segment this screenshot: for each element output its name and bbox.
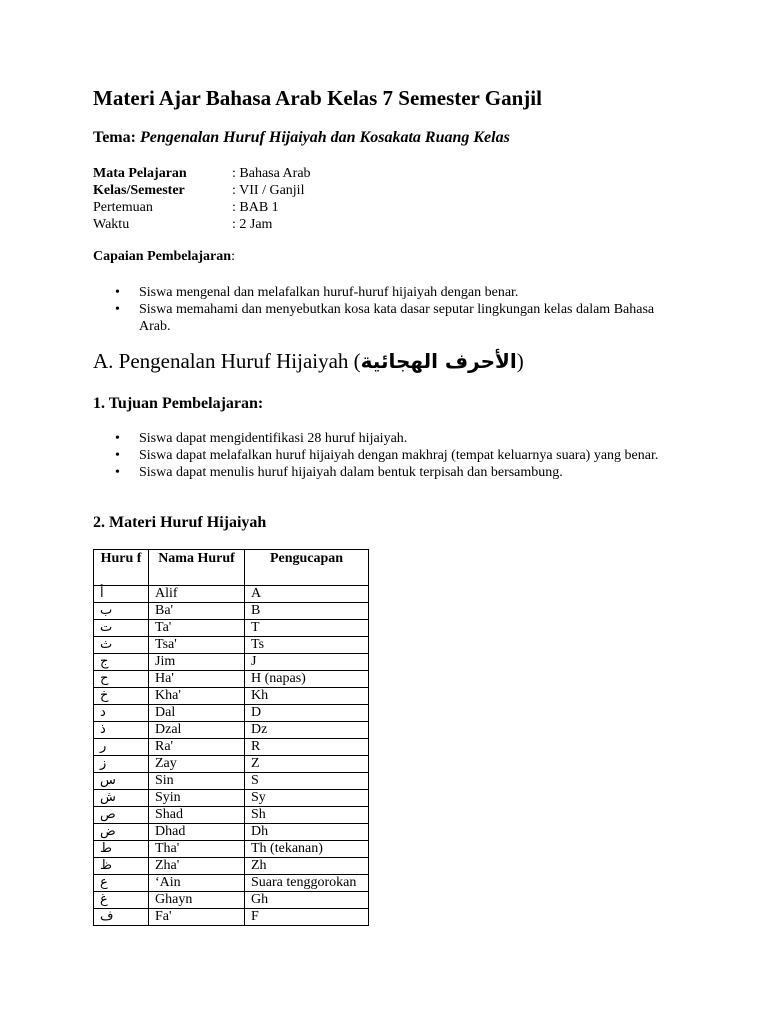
cell-pengucapan: B — [245, 603, 369, 620]
cell-nama: Ghayn — [149, 892, 245, 909]
cell-huruf: ر — [94, 739, 149, 756]
cell-huruf: ج — [94, 654, 149, 671]
cell-nama: Sin — [149, 773, 245, 790]
cell-nama: Tsa' — [149, 637, 245, 654]
cell-huruf: ش — [94, 790, 149, 807]
cell-huruf: ف — [94, 909, 149, 926]
list-item: • Siswa dapat mengidentifikasi 28 huruf hijaiyah. — [93, 430, 683, 447]
info-value: : BAB 1 — [232, 200, 279, 215]
capaian-colon: : — [231, 249, 235, 264]
cell-huruf: أ — [94, 586, 149, 603]
section-a-heading — [93, 349, 524, 374]
cell-pengucapan: H (napas) — [245, 671, 369, 688]
cell-huruf: د — [94, 705, 149, 722]
cell-pengucapan: Zh — [245, 858, 369, 875]
cell-pengucapan: Dh — [245, 824, 369, 841]
cell-pengucapan: Th (tekanan) — [245, 841, 369, 858]
cell-nama: Dhad — [149, 824, 245, 841]
cell-pengucapan: Kh — [245, 688, 369, 705]
table-row — [94, 722, 369, 739]
cell-huruf: ت — [94, 620, 149, 637]
section-a-arabic: الأحرف الهجائية — [360, 349, 517, 373]
table-row — [94, 824, 369, 841]
cell-nama: Alif — [149, 586, 245, 603]
cell-nama: Shad — [149, 807, 245, 824]
cell-huruf: ص — [94, 807, 149, 824]
list-item: • Siswa memahami dan menyebutkan kosa kata dasar seputar lingkungan kelas dalam Bahasa Arab. — [93, 301, 683, 335]
table-row — [94, 858, 369, 875]
table-row — [94, 892, 369, 909]
cell-pengucapan: Dz — [245, 722, 369, 739]
cell-pengucapan: Sy — [245, 790, 369, 807]
tujuan-list — [93, 430, 683, 481]
cell-nama: ‘Ain — [149, 875, 245, 892]
table-header-row — [94, 550, 369, 586]
info-key: Pertemuan — [93, 200, 153, 215]
cell-nama: Dal — [149, 705, 245, 722]
info-key: Mata Pelajaran — [93, 166, 187, 181]
capaian-list — [93, 284, 683, 335]
info-key: Kelas/Semester — [93, 183, 185, 198]
cell-pengucapan: T — [245, 620, 369, 637]
table-row — [94, 671, 369, 688]
column-header-nama: Nama Huruf — [149, 550, 245, 586]
cell-nama: Zha' — [149, 858, 245, 875]
tema-line — [93, 129, 510, 147]
table-body — [94, 586, 369, 926]
info-key: Waktu — [93, 217, 130, 232]
capaian-label: Capaian Pembelajaran — [93, 249, 232, 264]
section-a-title: A. Pengenalan Huruf Hijaiyah ( — [93, 349, 361, 373]
cell-huruf: خ — [94, 688, 149, 705]
table-row — [94, 688, 369, 705]
cell-nama: Ta' — [149, 620, 245, 637]
cell-nama: Jim — [149, 654, 245, 671]
info-value: : Bahasa Arab — [232, 166, 311, 181]
cell-pengucapan: J — [245, 654, 369, 671]
cell-huruf: ح — [94, 671, 149, 688]
cell-nama: Tha' — [149, 841, 245, 858]
cell-nama: Syin — [149, 790, 245, 807]
list-item: • Siswa dapat melafalkan huruf hijaiyah dengan makhraj (tempat keluarnya suara) yang benar. — [93, 447, 683, 464]
cell-pengucapan: R — [245, 739, 369, 756]
list-item: • Siswa dapat menulis huruf hijaiyah dalam bentuk terpisah dan bersambung. — [93, 464, 683, 481]
table-row — [94, 705, 369, 722]
table-row — [94, 586, 369, 603]
cell-nama: Ba' — [149, 603, 245, 620]
info-value: : VII / Ganjil — [232, 183, 305, 198]
table-row — [94, 909, 369, 926]
section-a-close: ) — [516, 349, 524, 373]
cell-huruf: ث — [94, 637, 149, 654]
hijaiyah-table — [93, 549, 369, 926]
document-title: Materi Ajar Bahasa Arab Kelas 7 Semester Ganjil — [93, 86, 542, 110]
info-row — [93, 216, 311, 233]
table-row — [94, 756, 369, 773]
info-row — [93, 165, 311, 182]
cell-pengucapan: D — [245, 705, 369, 722]
cell-pengucapan: S — [245, 773, 369, 790]
cell-nama: Kha' — [149, 688, 245, 705]
cell-huruf: ط — [94, 841, 149, 858]
cell-pengucapan: F — [245, 909, 369, 926]
table-row — [94, 790, 369, 807]
info-value: : 2 Jam — [232, 217, 273, 232]
info-row — [93, 182, 311, 199]
table-row — [94, 807, 369, 824]
tujuan-heading: 1. Tujuan Pembelajaran: — [93, 395, 264, 412]
table-row — [94, 875, 369, 892]
table-row — [94, 773, 369, 790]
cell-huruf: س — [94, 773, 149, 790]
table-row — [94, 841, 369, 858]
cell-huruf: ز — [94, 756, 149, 773]
column-header-huruf: Huru f — [94, 550, 149, 586]
cell-huruf: ض — [94, 824, 149, 841]
column-header-pengucapan: Pengucapan — [245, 550, 369, 586]
cell-nama: Ra' — [149, 739, 245, 756]
tema-label: Tema: — [93, 129, 136, 146]
table-row — [94, 637, 369, 654]
info-block — [93, 165, 311, 233]
cell-huruf: غ — [94, 892, 149, 909]
info-row — [93, 199, 311, 216]
cell-huruf: ع — [94, 875, 149, 892]
table-row — [94, 654, 369, 671]
cell-huruf: ذ — [94, 722, 149, 739]
capaian-heading — [93, 249, 235, 265]
cell-huruf: ظ — [94, 858, 149, 875]
table-row — [94, 620, 369, 637]
cell-nama: Zay — [149, 756, 245, 773]
tema-value: Pengenalan Huruf Hijaiyah dan Kosakata Ruang Kelas — [139, 129, 510, 146]
list-item: • Siswa mengenal dan melafalkan huruf-huruf hijaiyah dengan benar. — [93, 284, 683, 301]
materi-heading: 2. Materi Huruf Hijaiyah — [93, 514, 267, 531]
cell-pengucapan: Sh — [245, 807, 369, 824]
cell-pengucapan: Gh — [245, 892, 369, 909]
cell-nama: Dzal — [149, 722, 245, 739]
table-row — [94, 603, 369, 620]
cell-pengucapan: Suara tenggorokan — [245, 875, 369, 892]
cell-huruf: ب — [94, 603, 149, 620]
cell-pengucapan: Z — [245, 756, 369, 773]
table-row — [94, 739, 369, 756]
cell-pengucapan: A — [245, 586, 369, 603]
cell-pengucapan: Ts — [245, 637, 369, 654]
cell-nama: Fa' — [149, 909, 245, 926]
cell-nama: Ha' — [149, 671, 245, 688]
